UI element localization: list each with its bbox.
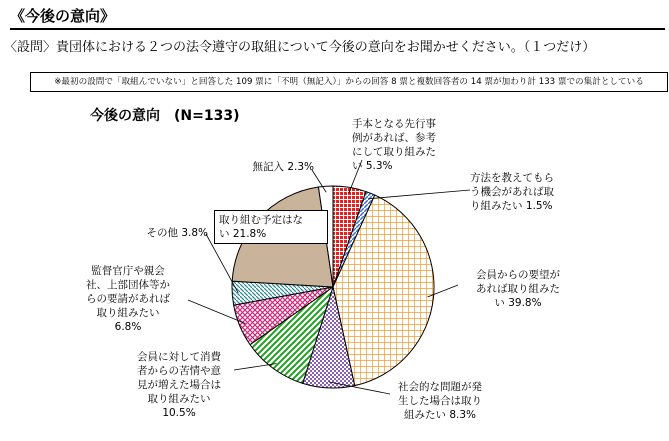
question-text: 〈設問〉貴団体における２つの法令遵守の取組について今後の意向をお聞かせください。（１つだけ） <box>4 40 596 55</box>
slice-label: 取り組む予定はな い 21.8% <box>214 210 328 244</box>
slice-label: 会員に対して消費 者からの苦情や意 見が増えた場合は 取り組みたい 10.5% <box>137 351 221 419</box>
section-title: 《今後の意向》 <box>10 6 665 30</box>
slice-label: その他 3.8% <box>146 227 208 239</box>
slice-label: 無記入 2.3% <box>252 161 314 173</box>
note-box: ※最初の設問で「取組んでいない」と回答した 109 票に「不明（無記入）」からの回答 8 票と複数回答者の 14 票が加わり計 133 票での集計としている <box>30 72 668 92</box>
leader-line <box>368 190 470 199</box>
slice-label: 社会的な問題が発 生した場合は取り 組みたい 8.3% <box>398 381 482 421</box>
slice-label: 方法を教えてもら う機会があれば取 り組みたい 1.5% <box>470 172 554 212</box>
slice-label: 監督官庁や親会 社、上部団体等か らの要請があれば 取り組みたい 6.8% <box>86 265 170 333</box>
slice-label: 手本となる先行事 例があれば、参考 にして取り組みた い 5.3% <box>352 118 436 172</box>
slice-label: 会員からの要望が あれば取り組みた い 39.8% <box>476 269 560 309</box>
chart-title: 今後の意向 (N=133) <box>90 108 240 124</box>
